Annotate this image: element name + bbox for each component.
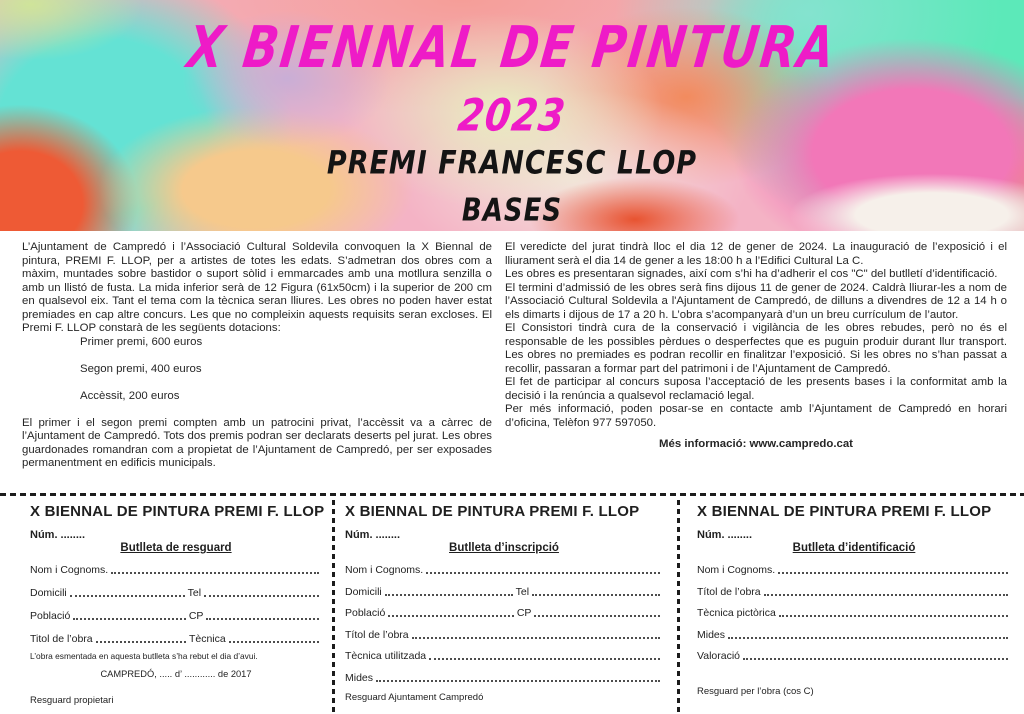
dotted-leader (534, 615, 660, 617)
vertical-cut-line-right (677, 500, 680, 714)
form-field-tecnica-pictorica: Tècnica pictòrica (697, 606, 1011, 619)
dotted-leader (204, 595, 319, 597)
horizontal-cut-line (0, 493, 1024, 496)
form-field-nom: Nom i Cognoms. (697, 563, 1011, 576)
form-date-line: CAMPREDÓ, ..... d’ ............ de 2017 (100, 669, 252, 679)
dotted-leader (426, 572, 660, 574)
rules-paragraph: El fet de participar al concurs suposa l’acceptació de les presents bases i la conformitat amb la decisió i la renúncia a qualsevol reclamació legal. (505, 376, 1007, 402)
rules-paragraph: El primer i el segon premi compten amb un patrocini privat, l’accèssit va a càrrec de l’Ajuntament de Campredó. Tots dos premis podran ser declarats deserts pel jurat. Les obres guardonades romandran com a propietat de l’Ajuntament de Campredó, per ser exposades permanentment en edificis municipals. (22, 416, 492, 469)
dotted-leader (385, 594, 513, 596)
dotted-leader (206, 618, 319, 620)
form-field-nom: Nom i Cognoms. (30, 563, 322, 576)
form-field-valoracio: Valoració (697, 649, 1011, 662)
vertical-cut-line-left (332, 500, 335, 714)
form-title: X BIENNAL DE PINTURA PREMI F. LLOP (697, 503, 992, 520)
poster-bases-heading: BASES (461, 193, 563, 229)
form-slip-heading: Butlleta de resguard (120, 542, 232, 554)
form-field-mides: Mides (697, 628, 1011, 641)
more-info-line: Més informació: www.campredo.cat (659, 438, 853, 450)
form-field-tecnica: Tècnica utilitzada (345, 649, 663, 662)
dotted-leader (429, 658, 660, 660)
form-field-poblacio-cp: Població CP (345, 606, 663, 619)
dotted-leader (412, 637, 660, 639)
form-note: L’obra esmentada en aquesta butlleta s’ha rebut el dia d’avui. (30, 651, 258, 661)
form-field-titol: Títol de l’obra (697, 585, 1011, 598)
form-footer: Resguard propietari (30, 695, 114, 706)
rules-paragraph: Per més informació, poden posar-se en contacte amb l’Ajuntament de Campredó en horari d’oficina, Telèfon 977 597050. (505, 403, 1007, 429)
dotted-leader (779, 615, 1008, 617)
dotted-leader (778, 572, 1008, 574)
dotted-leader (70, 595, 185, 597)
form-inscripcio (345, 503, 663, 703)
form-field-domicili-tel: Domicili Tel (30, 586, 322, 599)
rules-column-right (505, 241, 1007, 452)
dotted-leader (73, 618, 186, 620)
form-field-poblacio-cp: Població CP (30, 609, 322, 622)
form-field-titol-tecnica: Titol de l’obra Tècnica (30, 632, 322, 645)
form-field-titol: Títol de l’obra (345, 628, 663, 641)
form-field-mides: Mides (345, 671, 663, 684)
dotted-leader (229, 641, 319, 643)
prize-line-accessit: Accèssit, 200 euros (80, 389, 180, 402)
form-slip-heading: Butlleta d’identificació (792, 542, 916, 554)
rules-paragraph: El veredicte del jurat tindrà lloc el dia 12 de gener de 2024. La inauguració de l’exposició i el lliurament serà el dia 14 de gener a les 18:00 h a l’Edifici Cultural La C. (505, 241, 1007, 267)
form-title: X BIENNAL DE PINTURA PREMI F. LLOP (30, 503, 325, 520)
form-resguard (30, 503, 325, 706)
dotted-leader (376, 680, 660, 682)
poster-subtitle: PREMI FRANCESC LLOP (326, 144, 698, 183)
form-field-domicili-tel: Domicili Tel (345, 585, 663, 598)
poster-year: 2023 (455, 89, 569, 142)
dotted-leader (764, 594, 1008, 596)
dotted-leader (532, 594, 660, 596)
rules-paragraph: El termini d’admissió de les obres serà fins dijous 11 de gener de 2024. Caldrà lliurar-les a nom de l’Associació Cultural Soldevila a l'Ajuntament de Campredó, de dilluns a divendres de 12 a 14 h o els dimarts i dijous de 17 a 20 h. L’obra s’acompanyarà d’un un breu currículum de l’autor. (505, 281, 1007, 321)
form-title: X BIENNAL DE PINTURA PREMI F. LLOP (345, 503, 640, 520)
dotted-leader (728, 637, 1008, 639)
form-footer: Resguard per l’obra (cos C) (697, 686, 814, 697)
dotted-leader (96, 641, 186, 643)
rules-paragraph: El Consistori tindrà cura de la conservació i vigilància de les obres rebudes, però no és el responsable de les possibles pèrdues o desperfectes que es puguin produir durant llur transport. Les obres no premiades es podran recollir en finalitzar l’exposició. Si les obres no s’han passat a recollir, passaran a formar part del patrimoni i de l’Ajuntament de Campredó. (505, 322, 1007, 375)
rules-paragraph: Les obres es presentaran signades, així com s’hi ha d’adherir el cos "C" del butlletí d’identificació. (505, 268, 998, 280)
form-number-field: Núm. ........ (345, 529, 401, 541)
dotted-leader (743, 658, 1008, 660)
prize-line-second: Segon premi, 400 euros (80, 362, 202, 375)
header-artwork (0, 0, 1024, 231)
form-slip-heading: Butlleta d’inscripció (449, 542, 559, 554)
rules-paragraph: L’Ajuntament de Campredó i l’Associació Cultural Soldevila convoquen la X Biennal de pintura, PREMI F. LLOP, per a artistes de totes les edats. S’admetran dos obres com a màxim, muntades sobre bastidor o suport sòlid i emmarcades amb una motllura senzilla o amb un llistó de fusta. La mida inferior serà de 12 Figura (61x50cm) i la superior de 200 cm en qualsevol eix. Tant el tema com la tècnica seran lliures. Les obres no poden haver estat premiades en cap altre concurs. Les que no compleixin aquests requisits seran excloses. El Premi F. LLOP constarà de les següents dotacions: (22, 241, 492, 334)
form-field-nom: Nom i Cognoms. (345, 563, 663, 576)
rules-column-left (22, 241, 492, 471)
poster-title: X BIENNAL DE PINTURA (183, 13, 840, 81)
form-identificacio (697, 503, 1011, 697)
prize-line-first: Primer premi, 600 euros (80, 335, 203, 348)
form-number-field: Núm. ........ (697, 529, 753, 541)
form-footer: Resguard Ajuntament Campredó (345, 692, 484, 703)
form-number-field: Núm. ........ (30, 529, 86, 541)
dotted-leader (388, 615, 514, 617)
dotted-leader (111, 572, 319, 574)
